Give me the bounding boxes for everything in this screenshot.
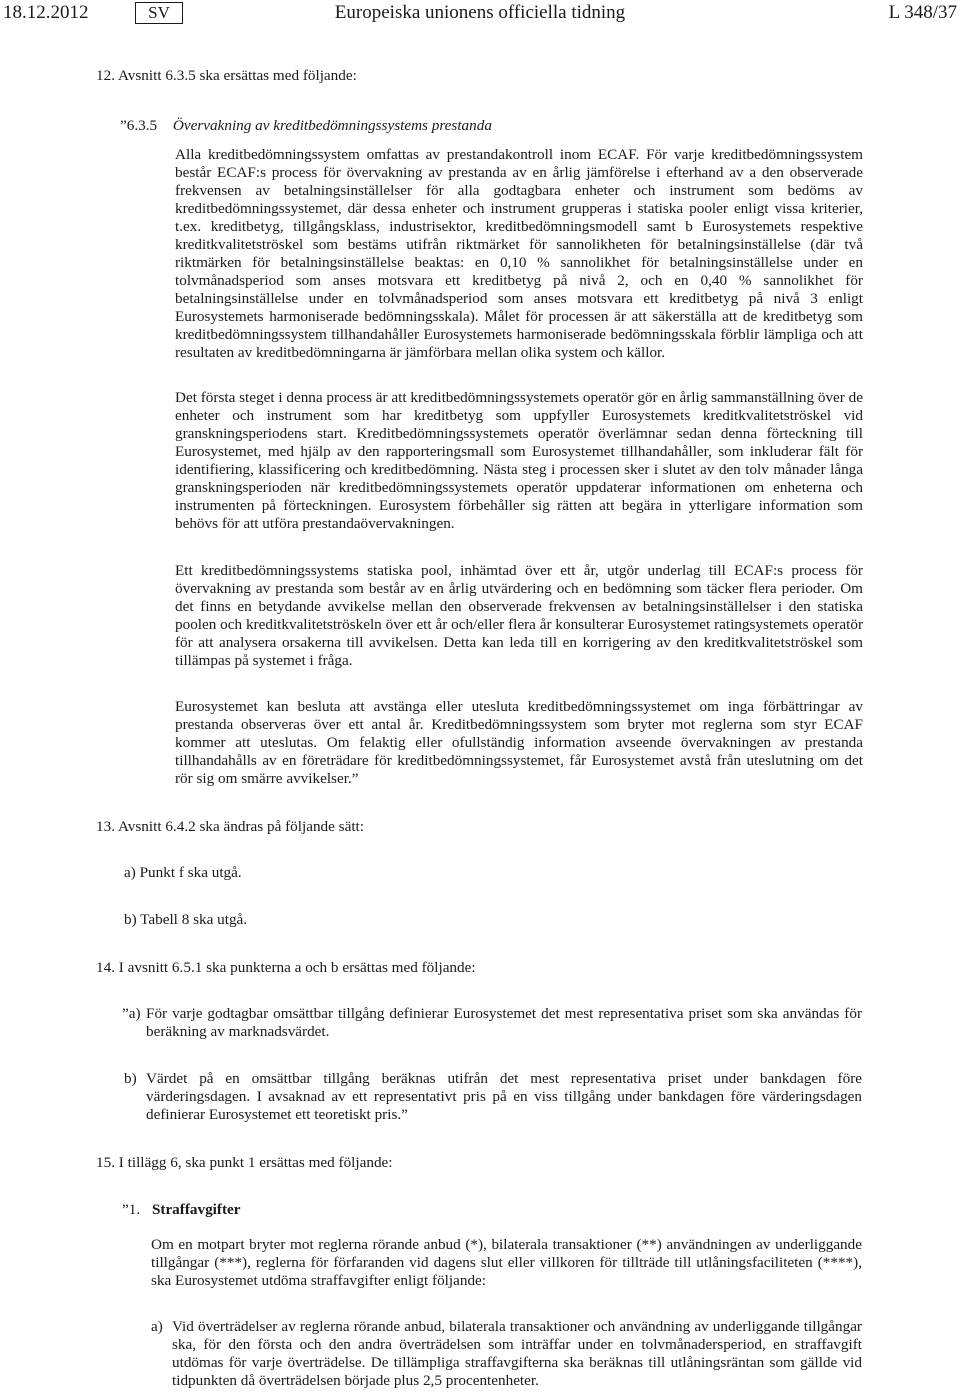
header-date: 18.12.2012 <box>3 2 89 23</box>
item-14-point-b: Värdet på en omsättbar tillgång beräknas utifrån det mest representativa priset under bankdagen före värderingsdagen. I avsaknad av ett representativt pris på en viss tillgång under bankdagen före värderingsdagen definierar Eurosystemet ett teoretiskt pris.” <box>146 1070 862 1123</box>
page-number: L 348/37 <box>888 2 957 23</box>
page-header <box>0 2 960 26</box>
paragraph-performance-monitoring-4: Eurosystemet kan besluta att avstänga eller utesluta kreditbedömningssystemet om inga förbättringar av prestanda observeras över ett antal år. Kreditbedömningssystem som bryter mot reglerna som styr ECAF kommer att uteslutas. Om felaktig eller ofullständig information avseende övervakningen av prestanda tillhandahålls av en företrädare för kreditbedömningssystemet, får Eurosystemet avstå från uteslutning om det rör sig om smärre avvikelser.” <box>175 698 863 787</box>
journal-title: Europeiska unionens officiella tidning <box>334 2 626 23</box>
item-15-intro: 15. I tillägg 6, ska punkt 1 ersättas med följande: <box>96 1154 393 1171</box>
straffavgifter-title: Straffavgifter <box>151 1201 241 1218</box>
item-13-point-a: a) Punkt f ska utgå. <box>124 864 242 881</box>
language-badge: SV <box>135 2 183 24</box>
item-15-label-a: a) <box>151 1318 163 1335</box>
item-13-point-b: b) Tabell 8 ska utgå. <box>124 911 248 928</box>
item-15-point-a: Vid överträdelser av reglerna rörande anbud, bilaterala transaktioner och användning av underliggande tillgångar ska, för den första och den andra överträdelsen som inträffar under en tolvmånadersperiod, en straffavgift utdömas för varje överträdelse. De tillämpliga straffavgifterna ska beräknas till utlåningsräntan som gällde vid tidpunkten då överträdelsen började plus 2,5 procentenheter. <box>172 1318 862 1389</box>
item-14-intro: 14. I avsnitt 6.5.1 ska punkterna a och b ersättas med följande: <box>96 959 476 976</box>
straffavgifter-number: ”1. <box>122 1201 141 1218</box>
item-14-label-a: ”a) <box>122 1005 141 1022</box>
item-14-point-a: För varje godtagbar omsättbar tillgång definierar Eurosystemet det mest representativa priset som ska användas för beräkning av marknadsvärdet. <box>146 1005 862 1040</box>
section-heading-title: Övervakning av kreditbedömningssystems prestanda <box>172 117 492 134</box>
paragraph-penalties-intro: Om en motpart bryter mot reglerna rörande anbud (*), bilaterala transaktioner (**) användningen av underliggande tillgångar (***), reglerna för förfaranden vid dagens slut eller villkoren för tillträde till utlåningsfaciliteten (****), ska Eurosystemet utdöma straffavgifter enligt följande: <box>151 1236 862 1289</box>
paragraph-performance-monitoring-1: Alla kreditbedömningssystem omfattas av prestandakontroll inom ECAF. För varje kreditbedömningssystem består ECAF:s process för övervakning av prestanda av en årlig jämförelse i efterhand av a den observerade frekvensen av betalningsinställelser för alla godtagbara enheter och instrument som bedöms av kreditbedömningssystemet, där dessa enheter och instrument grupperas i statiska pooler enligt vissa kriterier, t.ex. kreditbetyg, tillgångsklass, industrisektor, kreditbedömningsmodell samt b Eurosystemets respektive kreditkvalitetströskel som bestäms utifrån riktmärket för sannolikheten för betalningsinställelse (där två riktmärken för betalningsinställelse beaktas: en 0,10 % sannolikhet för betalningsinställelse under en tolvmånadsperiod som anses motsvara ett kreditbetyg på nivå 2, och en 0,40 % sannolikhet för betalningsinställelse under en tolvmånadsperiod som anses motsvara ett kreditbetyg på nivå 3 enligt Eurosystemets harmoniserade bedömningsskala). Målet för processen är att säkerställa att de kreditbetyg som kreditbedömningssystem tillhandahåller Eurosystemets harmoniserade bedömningsskala förblir lämpliga och att resultaten av kreditbedömningarna är jämförbara mellan olika system och källor. <box>175 146 863 361</box>
section-heading-straffavgifter <box>122 1201 241 1219</box>
paragraph-performance-monitoring-3: Ett kreditbedömningssystems statiska pool, inhämtad över ett år, utgör underlag till ECAF:s process för övervakning av prestanda som består av en årlig utvärdering och en bedömning som täcker flera perioder. Om det finns en betydande avvikelse mellan den observerade frekvensen av betalningsinställelser i den statiska poolen och kreditkvalitetströskeln över ett år och/eller flera år konsulterar Eurosystemet ratingsystemets operatör för att analysera orsakerna till avvikelsen. Detta kan leda till en korrigering av den kreditkvalitetströskel som tillämpas på systemet i fråga. <box>175 562 863 669</box>
item-12-intro: 12. Avsnitt 6.3.5 ska ersättas med följande: <box>96 67 357 84</box>
item-13-intro: 13. Avsnitt 6.4.2 ska ändras på följande sätt: <box>96 818 364 835</box>
item-14-label-b: b) <box>124 1070 137 1087</box>
section-heading-635 <box>120 117 492 135</box>
section-heading-number: ”6.3.5 <box>120 117 158 134</box>
paragraph-performance-monitoring-2: Det första steget i denna process är att kreditbedömningssystemets operatör gör en årlig sammanställning över de enheter och instrument som har kreditbetyg som uppfyller Eurosystemets kreditkvalitetströskel vid granskningsperiodens start. Kreditbedömningssystemets operatör överlämnar sedan denna förteckning till Eurosystemet, med hjälp av den rapporteringsmall som Eurosystemet tillhandahåller, som inkluderar fält för identifiering, klassificering och kreditbedömning. Nästa steg i processen sker i slutet av den tolv månader långa granskningsperioden när kreditbedömningssystemets operatör uppdaterar informationen om enheterna och instrumenten på förteckningen. Eurosystem förbehåller sig rätten att begära in ytterligare information som behövs för att utföra prestandaövervakningen. <box>175 389 863 532</box>
